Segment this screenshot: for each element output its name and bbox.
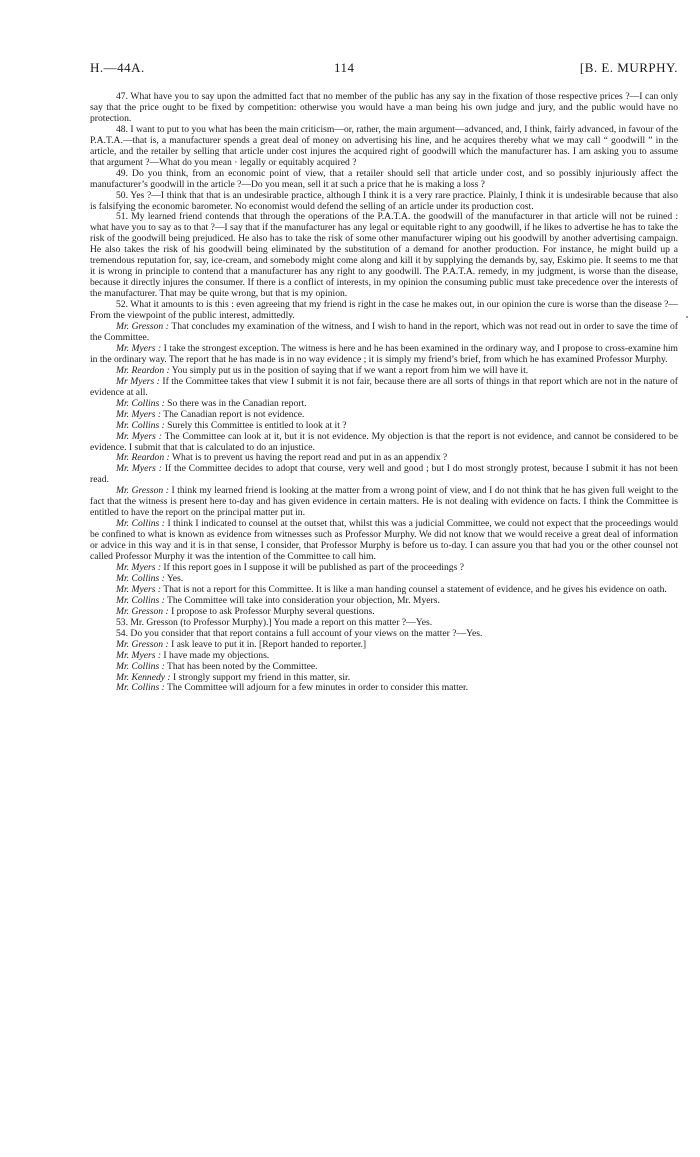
speaker-name: Mr. Myers : (116, 430, 162, 442)
paragraph-text: I take the strongest exception. The witness is here and he has been examined in the ordinary way, and I propose to cross-examine him in the ordinary way. The report that he has made is in no way evidence ; it is simply my friend’s brief, from which he has examined Professor Murphy. (90, 342, 678, 365)
document-reference: H.—44A. (90, 60, 145, 75)
speaker-name: Mr. Myers : (116, 342, 162, 354)
page-header (90, 60, 678, 82)
speaker-name: Mr Myers : (116, 375, 160, 387)
paragraph-text: I think I indicated to counsel at the outset that, whilst this was a judicial Committee, we could not expect that the proceedings would be confined to what is known as evidence from witnesses such as Professor Murphy. We did not know that we would receive a great deal of information or advice in this way and it is in that sense, I consider, that Professor Murphy is before us to-day. I can assure you that had you or the other counsel not called Professor Murphy it was the intention of the Committee to call him. (90, 518, 678, 563)
paragraph-text: That has been noted by the Committee. (164, 660, 318, 672)
paragraph-text: What is to prevent us having the report read and put in as an appendix ? (169, 452, 448, 464)
speaker-name: Mr. Collins : (116, 397, 165, 409)
transcript-paragraph (90, 377, 678, 399)
transcript-paragraph (90, 212, 678, 300)
transcript-paragraph (90, 169, 678, 191)
speaker-name: Mr. Gresson : (116, 605, 169, 617)
speaker-name: Mr. Reardon : (116, 364, 170, 376)
paragraph-text: 53. Mr. Gresson (to Professor Murphy).] You made a report on this matter ?—Yes. (116, 616, 433, 628)
transcript-body (90, 92, 678, 694)
paragraph-text: 50. Yes ?—I think that that is an undesirable practice, although I think it is a very rare practice. Plainly, I think it is undesirable because that also is falsifying the economic barometer. No economist would defend the selling of an article under its production cost. (90, 189, 678, 212)
speaker-name: Mr. Collins : (116, 518, 165, 530)
speaker-name: Mr. Gresson : (116, 638, 169, 650)
paragraph-text: If this report goes in I suppose it will be published as part of the proceedings ? (161, 561, 464, 573)
paragraph-text: You simply put us in the position of saying that if we want a report from him we will have it. (169, 364, 529, 376)
speaker-name: Mr. Collins : (116, 660, 165, 672)
speaker-name: Mr. Collins : (116, 682, 165, 694)
paragraph-text: The Committee will adjourn for a few minutes in order to consider this matter. (164, 682, 469, 694)
transcript-paragraph (90, 683, 678, 694)
speaker-name: Mr. Myers : (116, 649, 162, 661)
speaker-name: Mr. Myers : (116, 561, 162, 573)
transcript-paragraph (90, 322, 678, 344)
margin-mark (686, 316, 688, 318)
paragraph-text: If the Committee decides to adopt that course, very well and good ; but I do most strongly protest, because I submit it has not been read. (90, 463, 678, 486)
paragraph-text: If the Committee takes that view I submit it is not fair, because there are all sorts of things in that report which are not in the nature of evidence at all. (90, 375, 678, 398)
transcript-paragraph (90, 92, 678, 125)
transcript-paragraph (90, 486, 678, 519)
paragraph-text: The Committee can look at it, but it is not evidence. My objection is that the report is not evidence, and cannot be considered to be evidence. I submit that that is calculated to do an injustice. (90, 430, 678, 453)
paragraph-text: I have made my objections. (161, 649, 270, 661)
transcript-paragraph (90, 191, 678, 213)
transcript-paragraph (90, 344, 678, 366)
transcript-paragraph (90, 125, 678, 169)
paragraph-text: 48. I want to put to you what has been the main criticism—or, rather, the main argument—advanced, and, I think, fairly advanced, in favour of the P.A.T.A.—that is, a manufacturer spends a great deal of money on advertising his line, and he acquires thereby what we may call “ goodwill ” in the article, and the retailer by selling that article under cost injures the acquired right of goodwill which the manufacturer has. I am asking you to assume that argument ?—What do you mean · legally or equitably acquired ? (90, 123, 678, 168)
transcript-paragraph (90, 519, 678, 563)
paragraph-text: The Committee will take into consideration your objection, Mr. Myers. (164, 594, 440, 606)
speaker-name: Mr. Myers : (116, 463, 162, 475)
paragraph-text: I ask leave to put it in. [Report handed to reporter.] (168, 638, 367, 650)
speaker-name: Mr. Gresson : (116, 485, 169, 497)
paragraph-text: 52. What it amounts to is this : even agreeing that my friend is right in the case he makes out, in our opinion the cure is worse than the disease ?—From the viewpoint of the public interest, admittedly. (90, 299, 678, 322)
speaker-name: Mr. Collins : (116, 594, 165, 606)
speaker-name: Mr. Collins : (116, 419, 165, 431)
paragraph-text: 51. My learned friend contends that through the operations of the P.A.T.A. the goodwill of the manufacturer in that article will not be ruined : what have you to say as to that ?—I say that if the manufacturer has any legal or equitable right to any goodwill, if he likes to advertise he has to take the risk of the goodwill being prejudiced. He also has to take the risk of some other manufacturer wiping out his goodwill by another advertising campaign. He also takes the risk of his goodwill being eliminated by the substitution of a demand for another production. For instance, he might build up a tremendous reputation for, say, ice-cream, and somebody might come along and kill it by supplying the demands by, say, Eskimo pie. It seems to me that it is wrong in principle to contend that a manufacturer has any right to any goodwill. The P.A.T.A. remedy, in my judgment, is worse than the disease, because it directly injures the consumer. If there is a conflict of interests, in my opinion the consuming public must take precedence over the interests of the manufacturer. That may be quite wrong, but that is my opinion. (90, 211, 678, 300)
speaker-name: Mr. Collins : (116, 572, 165, 584)
paragraph-text: Yes. (164, 572, 184, 584)
speaker-name: Mr. Myers : (116, 408, 162, 420)
paragraph-text: I think my learned friend is looking at the matter from a wrong point of view, and I do not think that he has given full weight to the fact that the witness is present here to-day and has given evidence in certain matters. He is not dealing with evidence on facts. I think the Committee is entitled to have the report on the principal matter put in. (90, 485, 678, 519)
speaker-name: Mr. Myers : (116, 583, 162, 595)
paragraph-text: That is not a report for this Committee. It is like a man handing counsel a statement of evidence, and he gives his evidence on oath. (161, 583, 667, 595)
paragraph-text: 47. What have you to say upon the admitted fact that no member of the public has any say in the fixation of those respective prices ?—I can only say that the price ought to be fixed by competition: otherwise you would have a man being his own judge and jury, and the public would have no protection. (90, 91, 678, 124)
transcript-paragraph (90, 464, 678, 486)
witness-name: [B. E. MURPHY. (579, 60, 678, 75)
paragraph-text: 54. Do you consider that that report contains a full account of your views on the matter ?—Yes. (116, 627, 483, 639)
transcript-paragraph (90, 432, 678, 454)
speaker-name: Mr. Gresson : (116, 321, 169, 333)
paragraph-text: 49. Do you think, from an economic point of view, that a retailer should sell that article under cost, and so possibly injuriously affect the manufacturer’s goodwill in the article ?—Do you mean, sell it at such a price that he is making a loss ? (90, 167, 678, 190)
speaker-name: Mr. Kennedy : (116, 671, 171, 683)
paragraph-text: I propose to ask Professor Murphy several questions. (168, 605, 375, 617)
paragraph-text: I strongly support my friend in this matter, sir. (170, 671, 351, 683)
paragraph-text: The Canadian report is not evidence. (161, 408, 305, 420)
paragraph-text: That concludes my examination of the witness, and I wish to hand in the report, which was not read out in order to save the time of the Committee. (90, 321, 678, 343)
paragraph-text: Surely this Committee is entitled to look at it ? (164, 419, 347, 431)
transcript-paragraph (90, 300, 678, 322)
page-number: 114 (334, 60, 355, 75)
speaker-name: Mr. Reardon : (116, 452, 170, 464)
paragraph-text: So there was in the Canadian report. (164, 397, 307, 409)
